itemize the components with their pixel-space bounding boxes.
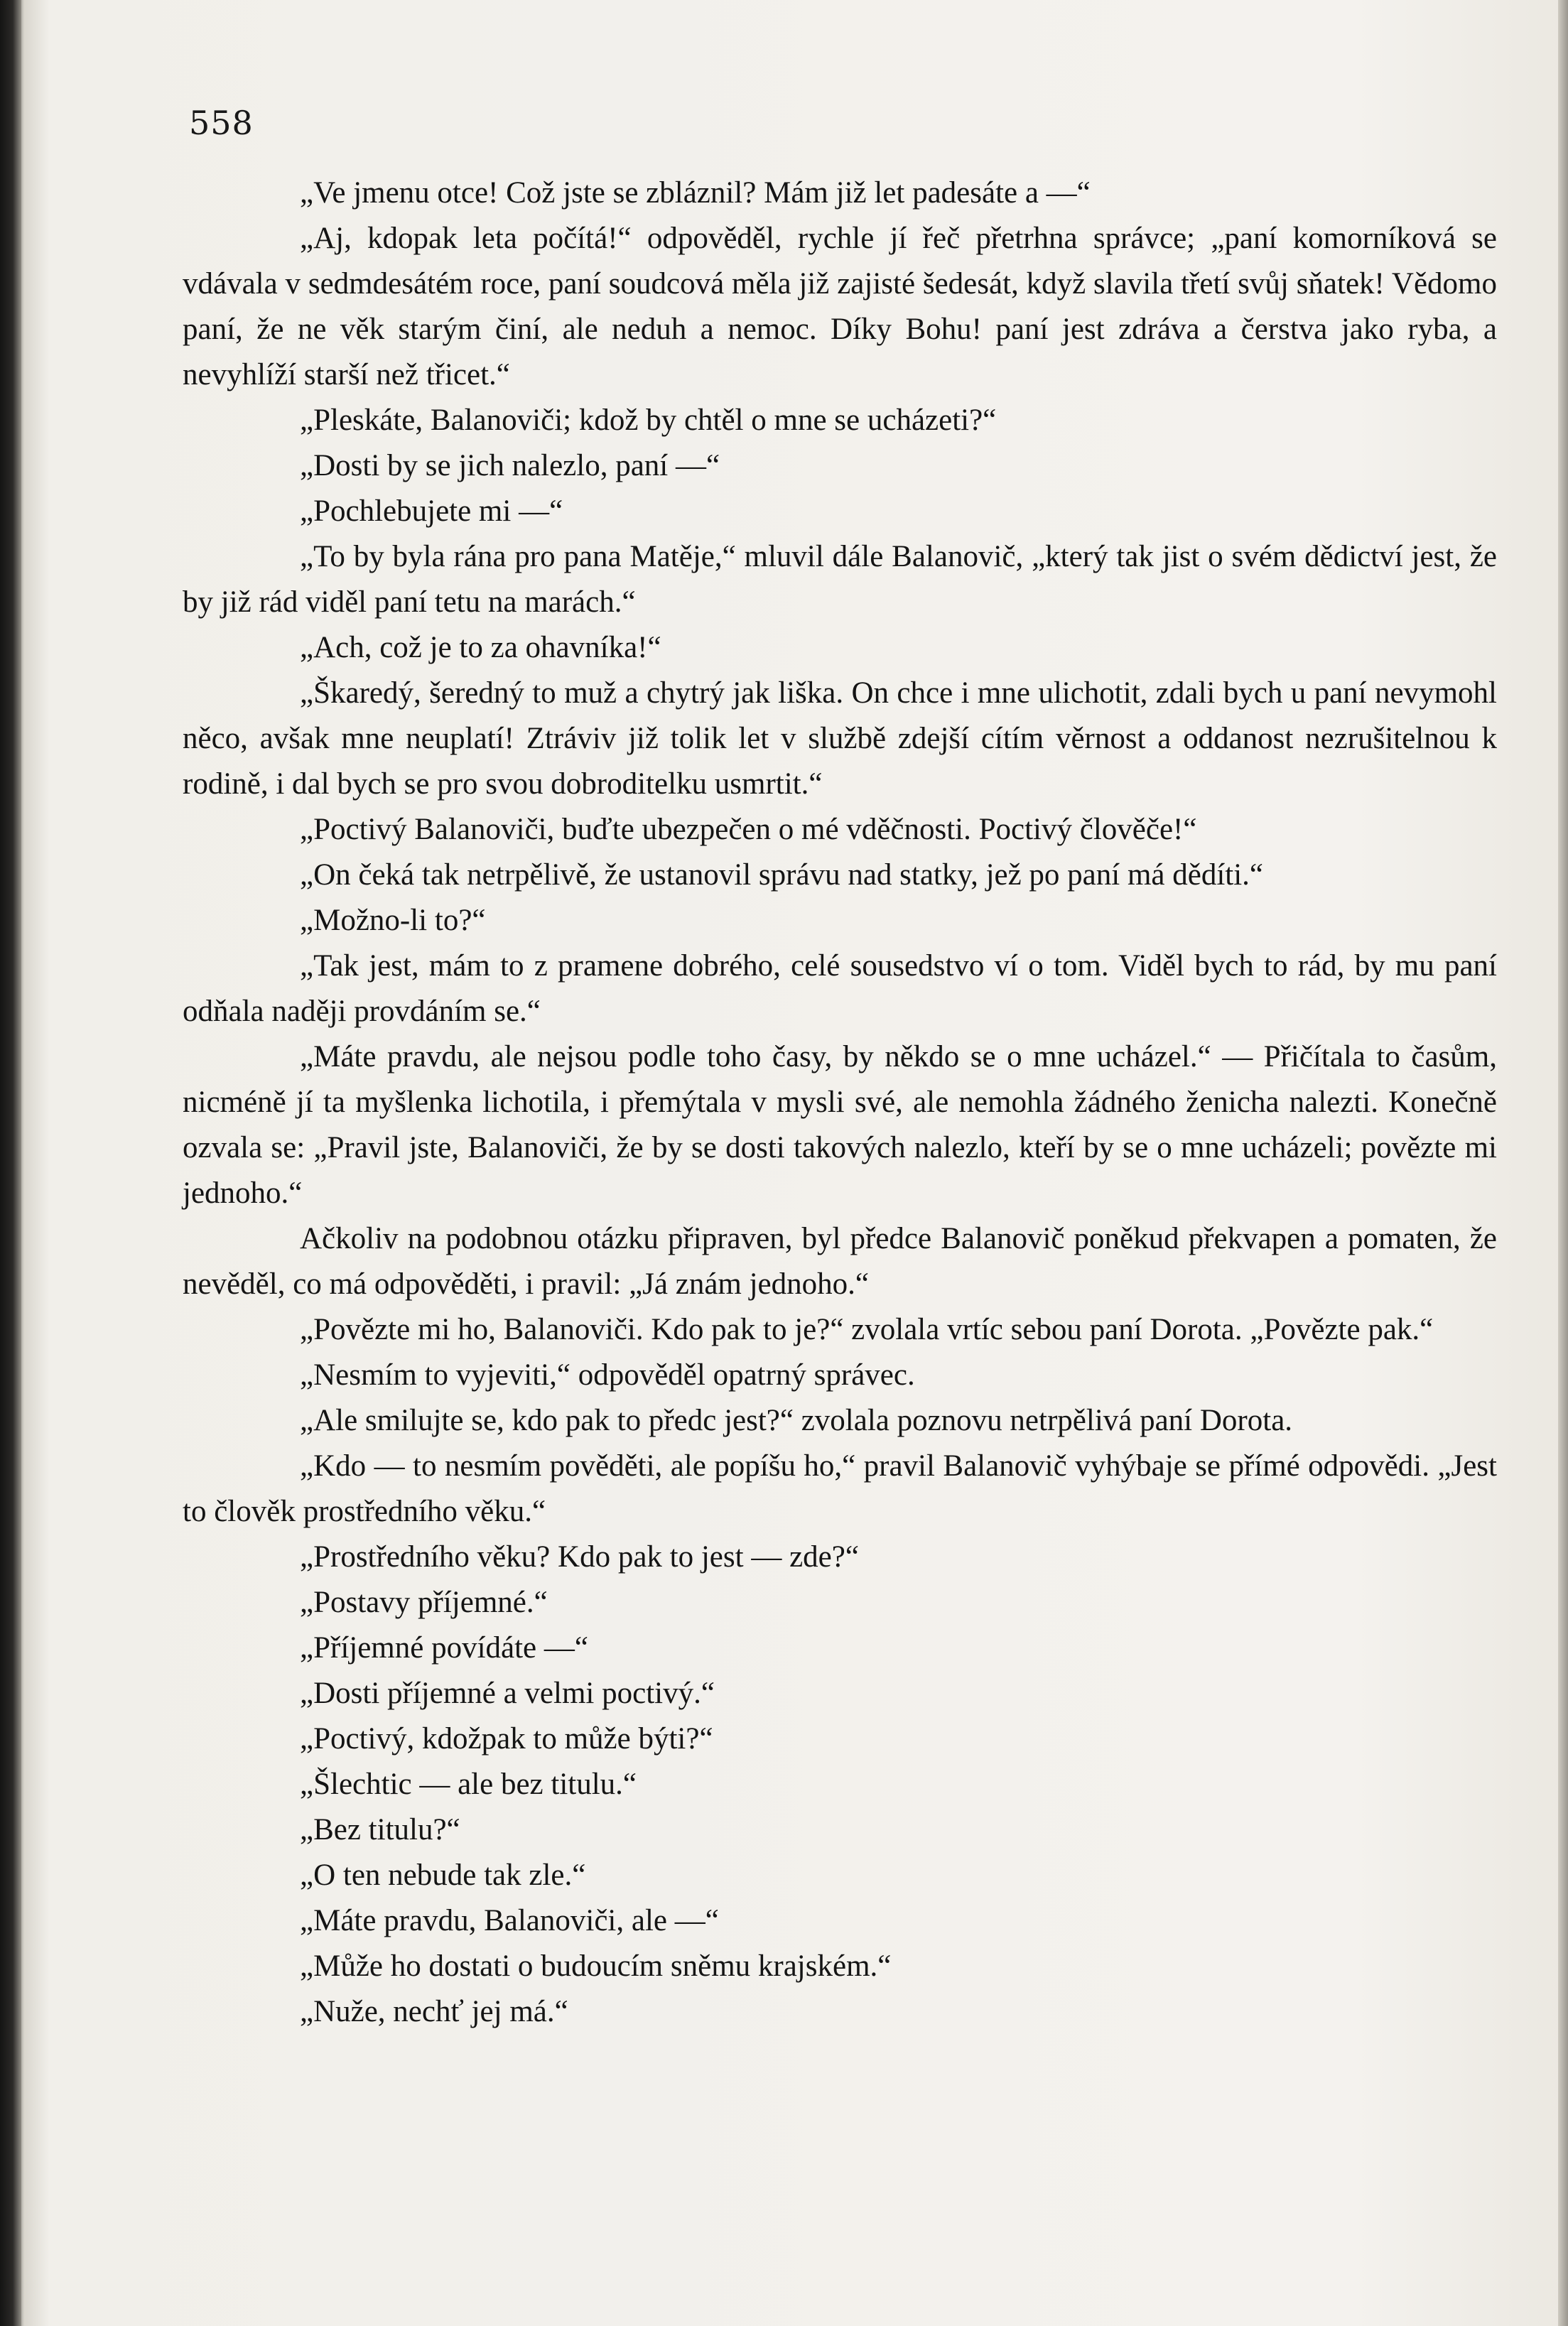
paragraph: „On čeká tak netrpělivě, že ustanovil správu nad statky, jež po paní má dědíti.“ xyxy=(300,858,1264,892)
paragraph: „Dosti příjemné a velmi poctivý.“ xyxy=(300,1677,715,1710)
paragraph: „Ve jmenu otce! Což jste se zbláznil? Mám již let padesáte a —“ xyxy=(300,176,1091,210)
paragraph: „Ale smilujte se, kdo pak to předc jest?“ zvolala poznovu netrpělivá paní Dorota. xyxy=(300,1404,1293,1437)
paragraph: „Pleskáte, Balanoviči; kdož by chtěl o mne se ucházeti?“ xyxy=(300,404,997,437)
paragraph: „Ach, což je to za ohavníka!“ xyxy=(300,631,661,664)
paragraph: „Může ho dostati o budoucím sněmu krajském.“ xyxy=(300,1949,892,1983)
paragraph: „Možno-li to?“ xyxy=(300,904,486,937)
paragraph: „Dosti by se jich nalezlo, paní —“ xyxy=(300,449,720,482)
paragraph: „Pochlebujete mi —“ xyxy=(300,494,563,528)
paragraph: „Kdo — to nesmím pověděti, ale popíšu ho,“ pravil Balanovič vyhýbaje se přímé odpovědi. „Jest to člověk prostředního věku.“ xyxy=(183,1449,1497,1528)
paragraph: „To by byla rána pro pana Matěje,“ mluvil dále Balanovič, „který tak jist o svém dědictví jest, že by již rád viděl paní tetu na marách.“ xyxy=(183,540,1497,619)
book-spine-shadow xyxy=(0,0,21,2326)
paragraph: „Poctivý Balanoviči, buďte ubezpečen o mé vděčnosti. Poctivý člověče!“ xyxy=(300,813,1197,846)
page-number: 558 xyxy=(189,104,254,142)
paragraph: „Aj, kdopak leta počítá!“ odpověděl, rychle jí řeč přetrhna správce; „paní komorníková se vdávala v sedmdesátém roce, paní soudcová měla již zajisté šedesát, když slavila třetí svůj sňatek! Vědomo paní, že ne věk starým činí, ale neduh a nemoc. Díky Bohu! paní jest zdráva a čerstva jako ryba, a nevyhlíží starší než třicet.“ xyxy=(183,222,1497,391)
paragraph: „Nuže, nechť jej má.“ xyxy=(300,1995,568,2028)
paragraph: „Máte pravdu, ale nejsou podle toho časy, by někdo se o mne ucházel.“ — Přičítala to časům, nicméně jí ta myšlenka lichotila, i přemýtala v mysli své, ale nemohla žádného ženicha nalezti. Konečně ozvala se: „Pravil jste, Balanoviči, že by se dosti takových nalezlo, kteří by se o mne ucházeli; povězte mi jednoho.“ xyxy=(183,1040,1497,1210)
page-edge xyxy=(1558,0,1568,2326)
paragraph: Ačkoliv na podobnou otázku připraven, byl předce Balanovič poněkud překvapen a pomaten, že nevěděl, co má odpověděti, i pravil: „Já znám jednoho.“ xyxy=(183,1222,1497,1301)
paragraph: „Nesmím to vyjeviti,“ odpověděl opatrný správec. xyxy=(300,1358,915,1392)
paragraph: „Šlechtic — ale bez titulu.“ xyxy=(300,1768,637,1801)
paragraph: „Bez titulu?“ xyxy=(300,1813,460,1846)
paragraph: „Poctivý, kdožpak to může býti?“ xyxy=(300,1722,713,1756)
paragraph: „Prostředního věku? Kdo pak to jest — zde?“ xyxy=(300,1540,859,1574)
paragraph: „Škaredý, šeredný to muž a chytrý jak liška. On chce i mne ulichotit, zdali bych u paní nevymohl něco, avšak mne neuplatí! Ztráviv již tolik let v službě zdejší cítím věrnost a oddanost nezrušitelnou k rodině, i dal bych se pro svou dobroditelku usmrtit.“ xyxy=(183,676,1497,801)
paragraph: „Povězte mi ho, Balanoviči. Kdo pak to je?“ zvolala vrtíc sebou paní Dorota. „Povězte pak.“ xyxy=(300,1313,1434,1346)
body-text xyxy=(183,171,1497,2035)
paragraph: „Postavy příjemné.“ xyxy=(300,1586,548,1619)
paragraph: „Máte pravdu, Balanoviči, ale —“ xyxy=(300,1904,719,1937)
paragraph: „Příjemné povídáte —“ xyxy=(300,1631,588,1665)
paragraph: „O ten nebude tak zle.“ xyxy=(300,1859,586,1892)
paragraph: „Tak jest, mám to z pramene dobrého, celé sousedstvo ví o tom. Viděl bych to rád, by mu paní odňala naději provdáním se.“ xyxy=(183,949,1497,1028)
